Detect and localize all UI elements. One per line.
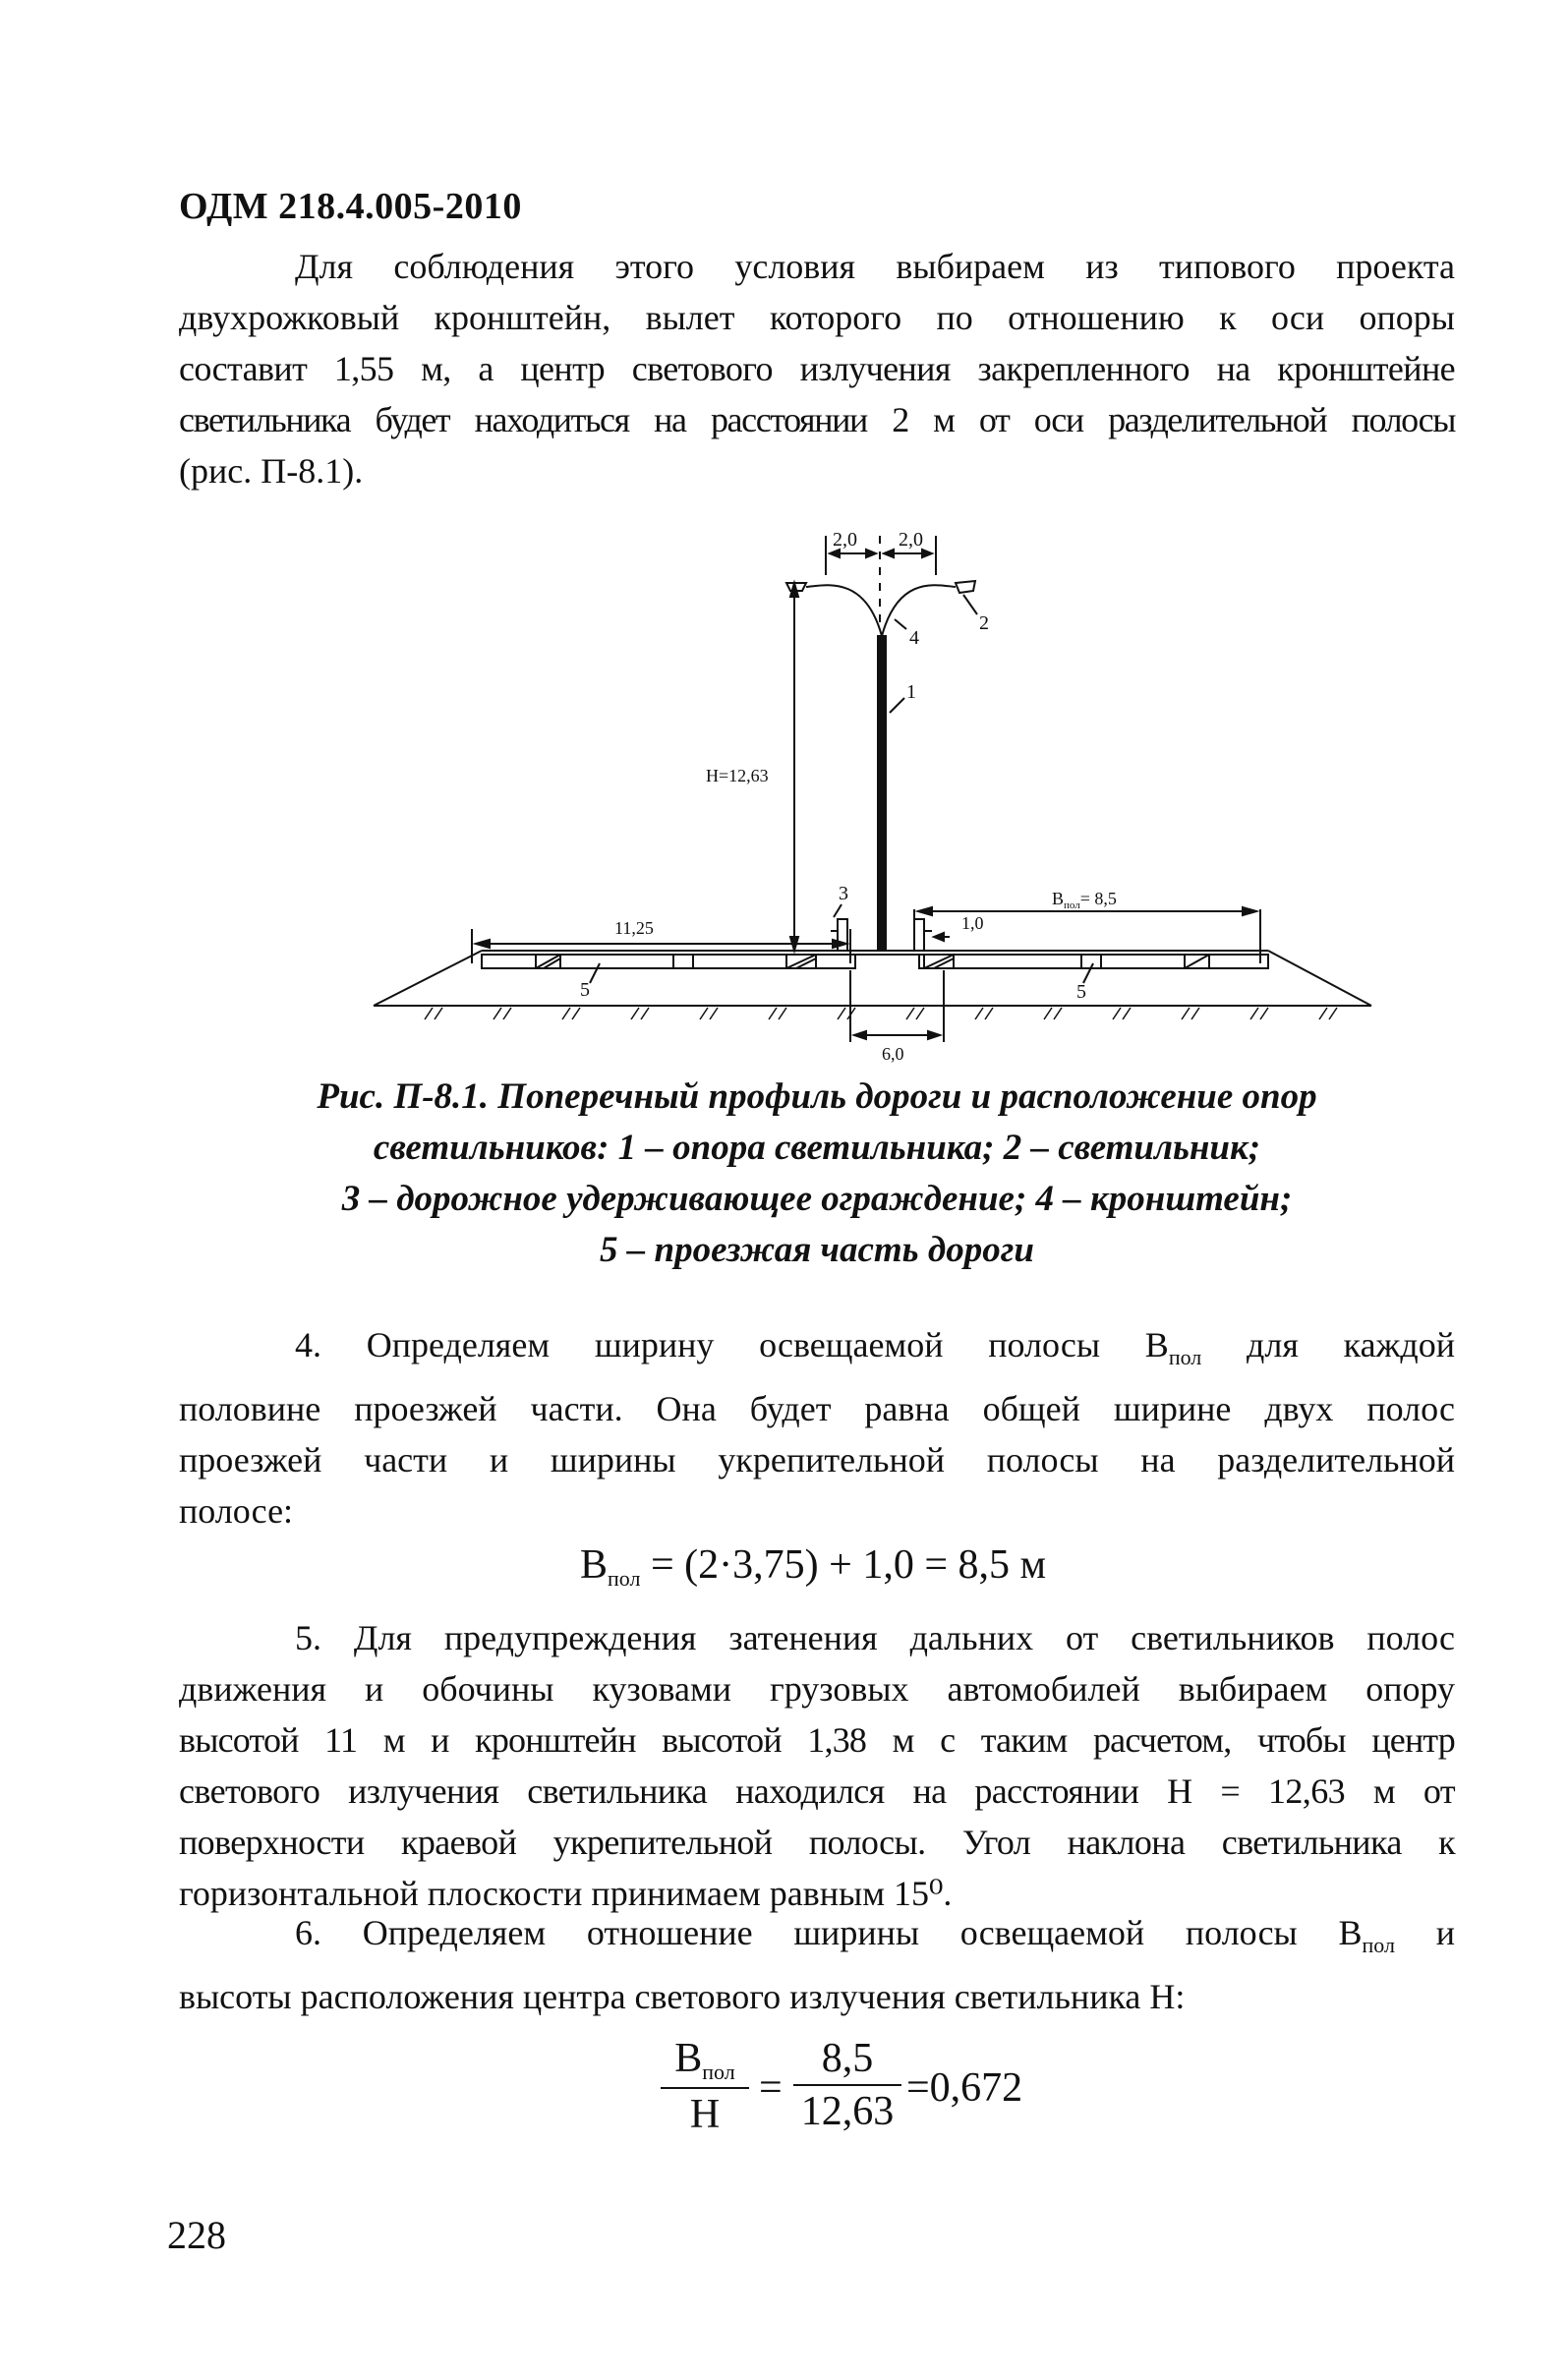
dim-right-top: 2,0 xyxy=(899,529,923,551)
paragraph-5-line: горизонтальной плоскости принимаем равным 15⁰. xyxy=(179,1874,953,1913)
paragraph-4 xyxy=(179,1319,1455,1537)
equals-sign: = xyxy=(759,2065,783,2111)
right-slope xyxy=(1268,951,1371,1006)
paragraph-6 xyxy=(179,1907,1455,2022)
paragraph-4-text: для каждой xyxy=(1201,1325,1455,1364)
formula-lhs: В xyxy=(580,1542,609,1588)
pole xyxy=(878,636,886,951)
dim-right-road-value: = 8,5 xyxy=(1079,889,1117,908)
paragraph-4-line: полосе: xyxy=(179,1491,294,1531)
label-3: 3 xyxy=(839,883,848,904)
document-header: ОДМ 218.4.005-2010 xyxy=(179,186,522,227)
fraction-denominator-value: 12,63 xyxy=(800,2089,895,2134)
left-slope xyxy=(374,951,482,1006)
dim-left-top: 2,0 xyxy=(833,529,857,551)
formula-lhs-sub: пол xyxy=(608,1566,641,1591)
paragraph-6-line: высоты расположения центра светового излучения светильника Н: xyxy=(179,1977,1186,2016)
label-1: 1 xyxy=(906,681,916,703)
numerator-letter: В xyxy=(674,2036,703,2081)
right-guardrail xyxy=(914,919,924,951)
road-profile-diagram xyxy=(354,516,1396,1067)
paragraph-5 xyxy=(179,1612,1455,1919)
dim-right-road-letter: B xyxy=(1052,889,1065,908)
road-profile-figure xyxy=(354,516,1396,1067)
fraction-b-over-h xyxy=(661,2035,749,2138)
label-2: 2 xyxy=(979,612,989,634)
right-carriageway xyxy=(919,955,1268,968)
paragraph-5-line: 5. Для предупреждения затенения дальних от светильников полос xyxy=(295,1618,1455,1657)
dim-left-road: 11,25 xyxy=(614,918,654,938)
dim-right-road-b xyxy=(1052,889,1117,911)
paragraph-1 xyxy=(179,241,1455,496)
fraction-numerator-value: 8,5 xyxy=(821,2036,874,2081)
paragraph-1-line: двухрожковый кронштейн, вылет которого по отношению к оси опоры xyxy=(179,298,1455,337)
numerator-sub: пол xyxy=(702,2060,735,2084)
paragraph-5-line: движения и обочины кузовами грузовых автомобилей выбираем опору xyxy=(179,1669,1455,1709)
caption-line: светильников: 1 – опора светильника; 2 – светильник; xyxy=(373,1128,1261,1168)
subscript-pol: пол xyxy=(1362,1933,1395,1957)
formula-ratio xyxy=(661,2035,1074,2153)
paragraph-6-line xyxy=(179,1907,1455,1971)
dim-1-0: 1,0 xyxy=(961,913,984,933)
paragraph-4-line xyxy=(179,1319,1455,1383)
paragraph-6-text: и xyxy=(1394,1913,1456,1952)
figure-caption xyxy=(179,1072,1455,1276)
label-5-right: 5 xyxy=(1076,981,1086,1003)
paragraph-1-line: светильника будет находиться на расстоянии 2 м от оси разделительной полосы xyxy=(179,400,1455,439)
dim-height: H=12,63 xyxy=(706,766,769,785)
paragraph-1-line: Для соблюдения этого условия выбираем из типового проекта xyxy=(295,247,1455,286)
fraction-numerator xyxy=(661,2035,749,2085)
dim-right-road-sub: пол xyxy=(1064,899,1080,911)
paragraph-5-line: высотой 11 м и кронштейн высотой 1,38 м с таким расчетом, чтобы центр xyxy=(179,1720,1455,1760)
paragraph-6-text: 6. Определяем отношение ширины освещаемой полосы В xyxy=(295,1913,1363,1952)
subscript-pol: пол xyxy=(1168,1345,1202,1369)
fraction-values xyxy=(793,2035,901,2135)
caption-line: 3 – дорожное удерживающее ограждение; 4 – кронштейн; xyxy=(341,1179,1293,1219)
label-4: 4 xyxy=(909,627,919,649)
paragraph-5-line: светового излучения светильника находился на расстоянии Н = 12,63 м от xyxy=(179,1771,1455,1811)
paragraph-4-line: половине проезжей части. Она будет равна общей ширине двух полос xyxy=(179,1389,1455,1428)
formula-rhs: = (2·3,75) + 1,0 = 8,5 м xyxy=(640,1542,1047,1588)
dim-6-0: 6,0 xyxy=(882,1044,904,1064)
fraction-denominator: Н xyxy=(689,2092,721,2137)
paragraph-4-text: 4. Определяем ширину освещаемой полосы В xyxy=(295,1325,1169,1364)
caption-line: Рис. П-8.1. Поперечный профиль дороги и расположение опор xyxy=(317,1076,1317,1117)
caption-line: 5 – проезжая часть дороги xyxy=(600,1230,1034,1270)
paragraph-1-line: составит 1,55 м, а центр светового излучения закрепленного на кронштейне xyxy=(179,349,1455,388)
paragraph-1-line: (рис. П-8.1). xyxy=(179,451,364,491)
formula-result: =0,672 xyxy=(906,2065,1023,2111)
page-number: 228 xyxy=(167,2213,226,2257)
luminaire-right xyxy=(956,581,975,593)
ground-hatching xyxy=(425,1008,1337,1019)
label-5-left: 5 xyxy=(580,979,590,1001)
formula-b-pol xyxy=(580,1541,1046,1592)
paragraph-4-line: проезжей части и ширины укрепительной полосы на разделительной xyxy=(179,1440,1455,1480)
paragraph-5-line: поверхности краевой укрепительной полосы. Угол наклона светильника к xyxy=(179,1823,1455,1862)
bracket-left-arm xyxy=(806,585,882,636)
